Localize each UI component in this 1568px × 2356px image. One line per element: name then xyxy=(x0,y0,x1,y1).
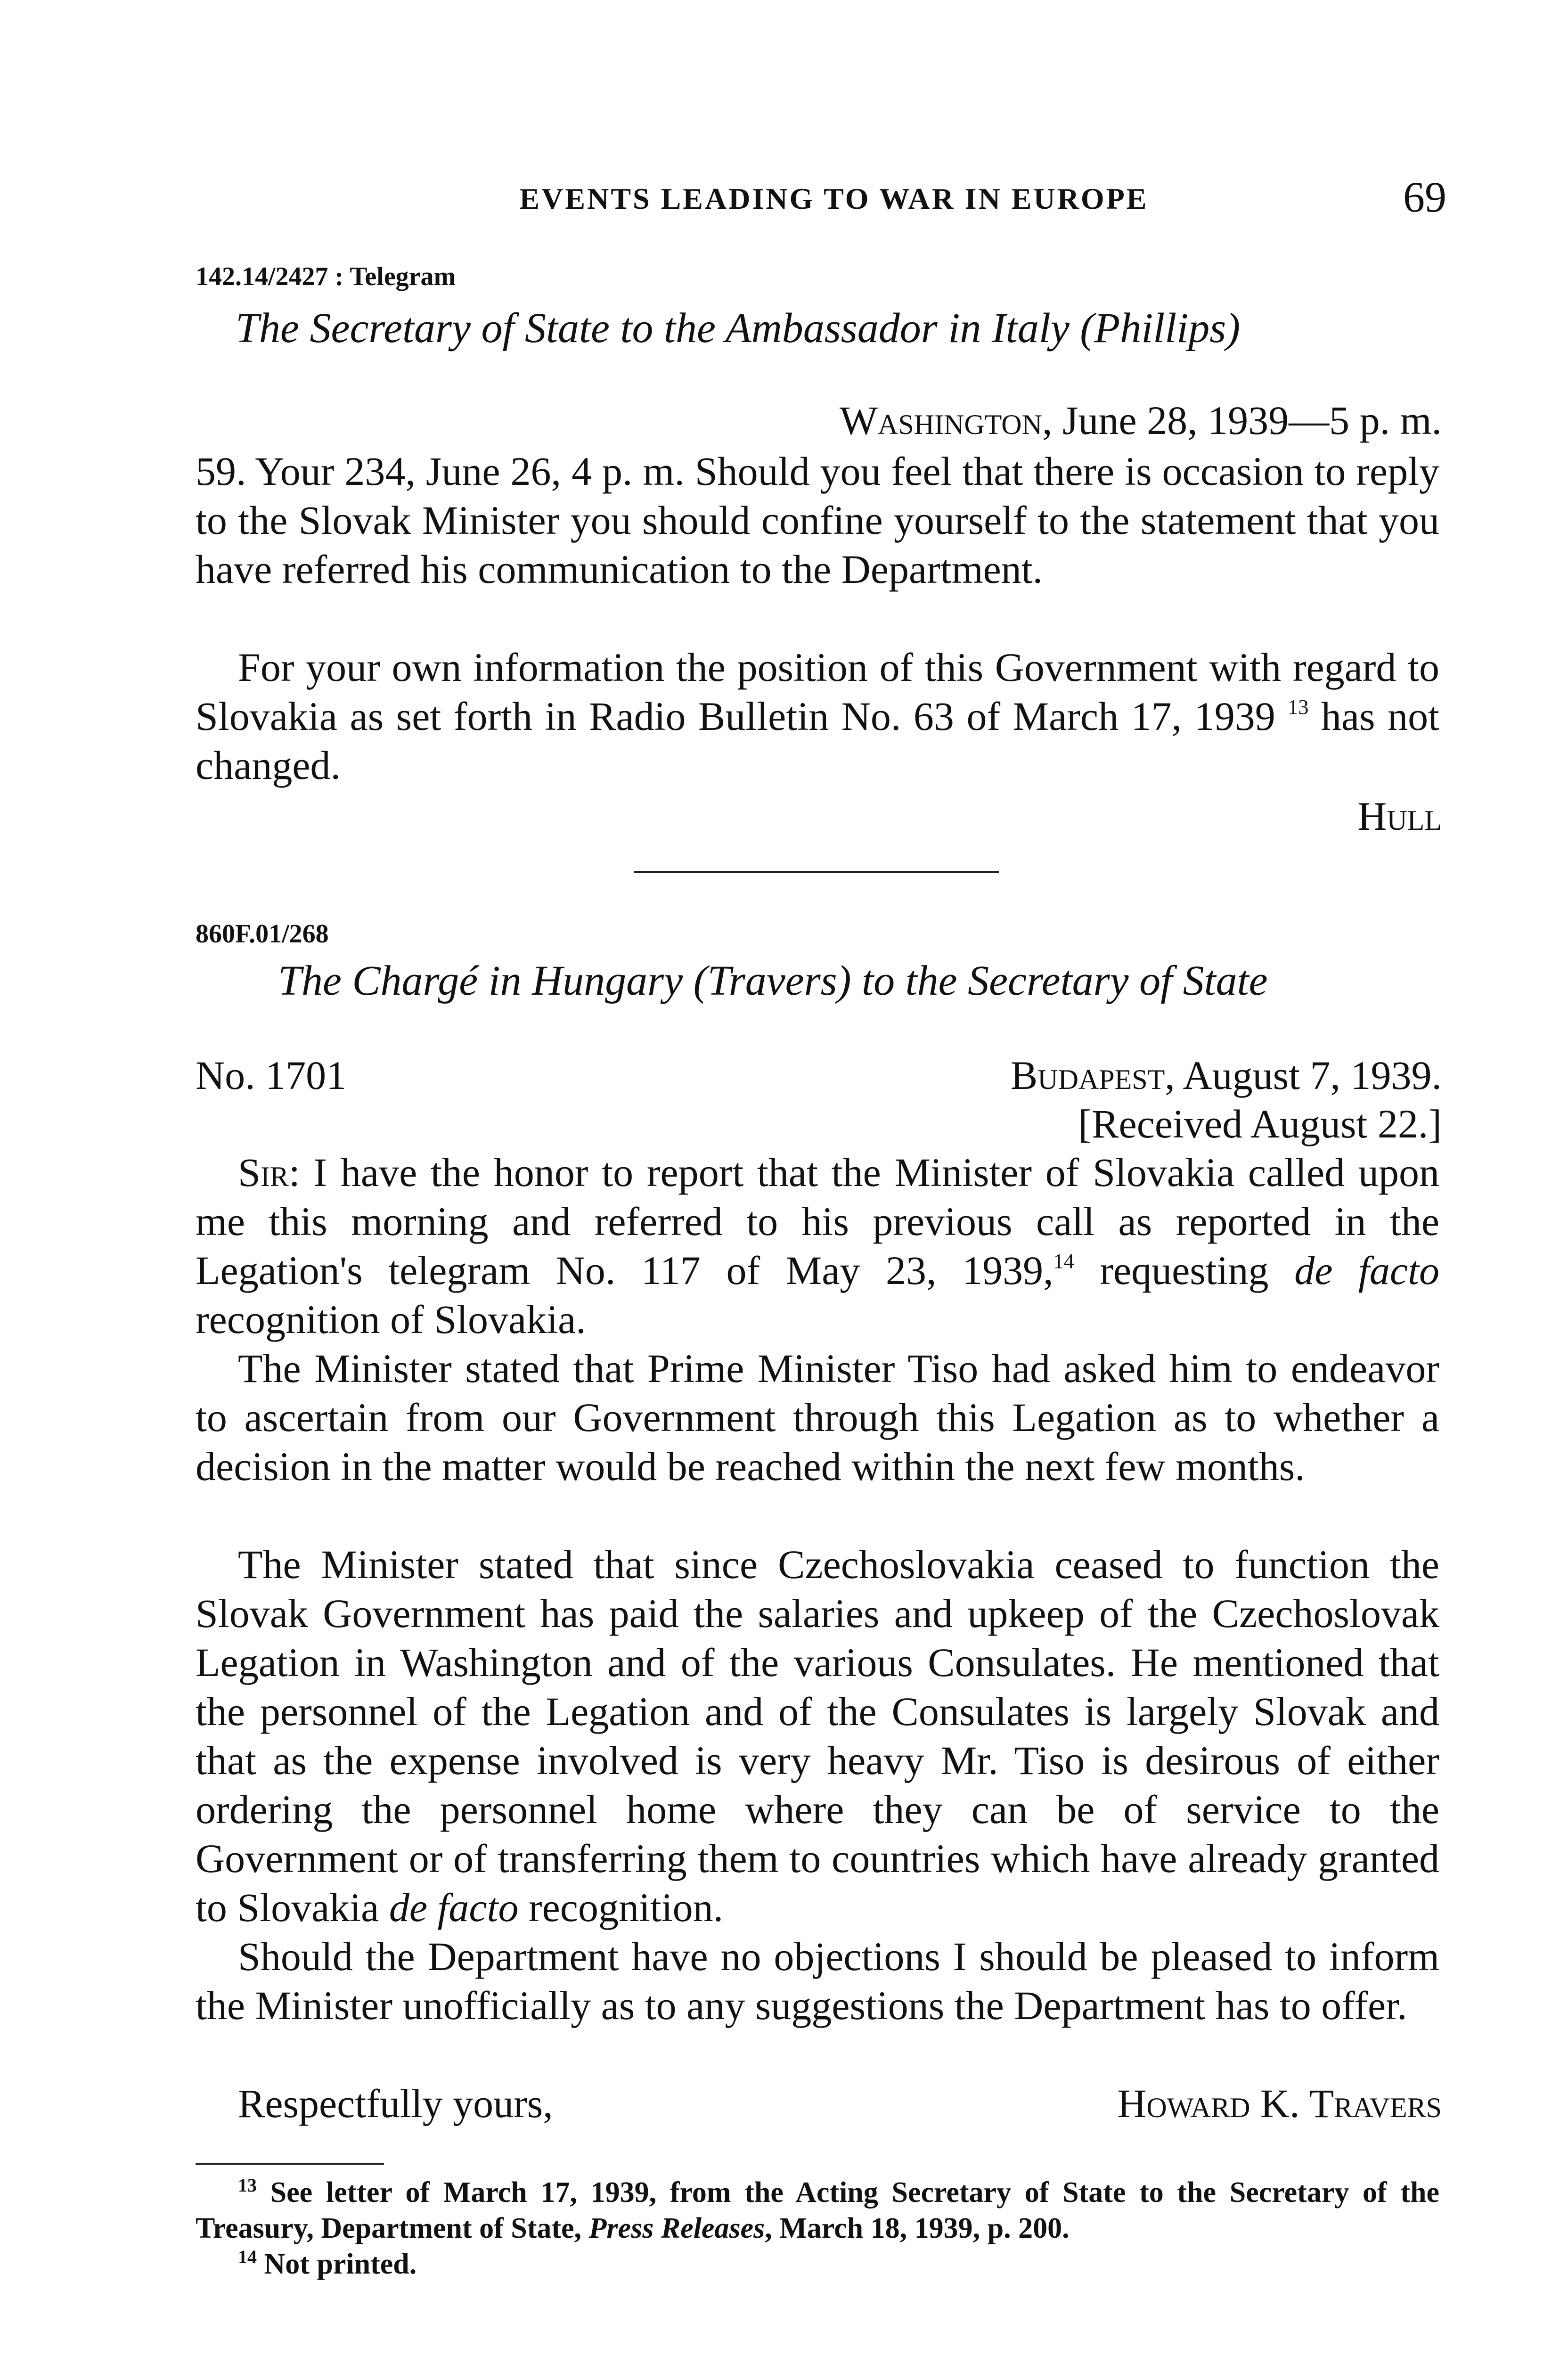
footnote-text: Not printed. xyxy=(257,2248,417,2280)
paragraph-text: has not changed. xyxy=(196,694,1439,788)
paragraph-text: requesting xyxy=(1074,1248,1295,1293)
salutation: Sir xyxy=(238,1150,289,1195)
footnote-text: , March 18, 1939, p. 200. xyxy=(765,2212,1070,2244)
footnote-mark: 14 xyxy=(238,2246,257,2267)
paragraph: Should the Department have no objections I should be pleased to inform the Minister unofficially as to any suggestions the Department has to offer. xyxy=(196,1934,1439,2028)
paragraph: The Minister stated that Prime Minister Tiso had asked him to endeavor to ascertain from our Government through this Legation as to whether a decision in the matter would be reached within the next few months. xyxy=(196,1346,1439,1489)
closing: Respectfully yours, xyxy=(238,2081,553,2126)
dateline-date: , June 28, 1939—5 p. m. xyxy=(1042,398,1442,443)
section-divider xyxy=(634,871,999,873)
footnote-text: See letter of March 17, 1939, from the Acting Secretary of State to the Secretary of the Treasury, Department of State, xyxy=(196,2176,1439,2244)
italic-term: de facto xyxy=(389,1885,519,1930)
heading-name: Phillips xyxy=(1094,305,1226,352)
document-heading xyxy=(278,957,1442,1005)
footnote-ref: 14 xyxy=(1053,1250,1074,1273)
dateline xyxy=(707,1051,1442,1100)
italic-term: Press Releases xyxy=(588,2212,765,2244)
paragraph xyxy=(196,643,1439,790)
paragraph-text: For your own information the position of this Government with regard to Slovakia as set forth in Radio Bulletin No. 63 of March 17, 1939 xyxy=(196,645,1439,739)
paragraph-text: recognition of Slovakia. xyxy=(196,1297,586,1342)
dateline-city: Washington xyxy=(839,398,1042,443)
paragraph-text: : I have the honor to report that the Minister of Slovakia called upon me this morning and referred to his previous call as reported in the Legation's telegram No. 117 of May 23, 1939, xyxy=(196,1150,1439,1293)
heading-text-end: ) to the Secretary of State xyxy=(837,957,1268,1004)
dateline-date: , August 7, 1939. xyxy=(1165,1053,1442,1098)
file-reference: 142.14/2427 : Telegram xyxy=(196,262,456,291)
footnote-ref: 13 xyxy=(1288,695,1309,719)
heading-text-end: ) xyxy=(1226,305,1241,352)
paragraph xyxy=(196,1148,1439,1344)
received-date: [Received August 22.] xyxy=(1078,1101,1442,1146)
footnote xyxy=(196,2246,1439,2282)
dateline xyxy=(707,396,1442,445)
despatch-number: No. 1701 xyxy=(196,1053,347,1098)
paragraph: 59. Your 234, June 26, 4 p. m. Should you feel that there is occasion to reply to the Slovak Minister you should confine yourself to the statement that you have referred his communication to the Department. xyxy=(196,449,1439,592)
file-reference: 860F.01/268 xyxy=(196,919,329,949)
paragraph-text: The Minister stated that since Czechoslovakia ceased to function the Slovak Government has paid the salaries and upkeep of the Czechoslovak Legation in Washington and of the various Consulates. He mentioned that the personnel of the Legation and of the Consulates is largely Slovak and that as the expense involved is very heavy Mr. Tiso is desirous of either ordering the personnel home where they can be of service to the Government or of transferring them to countries which have already granted to Slovakia xyxy=(196,1542,1439,1930)
paragraph-text: recognition. xyxy=(518,1885,724,1930)
paragraph xyxy=(196,1540,1439,1932)
heading-text: The Secretary of State to the Ambassador in Italy ( xyxy=(236,305,1094,352)
document-heading xyxy=(236,304,1442,352)
footnote-rule xyxy=(196,2163,384,2165)
page-number: 69 xyxy=(1403,173,1446,221)
signature: Hull xyxy=(1357,794,1442,839)
footnote-mark: 13 xyxy=(238,2175,257,2196)
italic-term: de facto xyxy=(1294,1248,1439,1293)
running-header: EVENTS LEADING TO WAR IN EUROPE xyxy=(519,182,1149,215)
signature: Howard K. Travers xyxy=(1117,2081,1442,2126)
heading-name: Travers xyxy=(707,957,837,1004)
footnote xyxy=(196,2175,1439,2246)
dateline-city: Budapest xyxy=(1010,1053,1165,1098)
heading-text: The Chargé in Hungary ( xyxy=(278,957,708,1004)
